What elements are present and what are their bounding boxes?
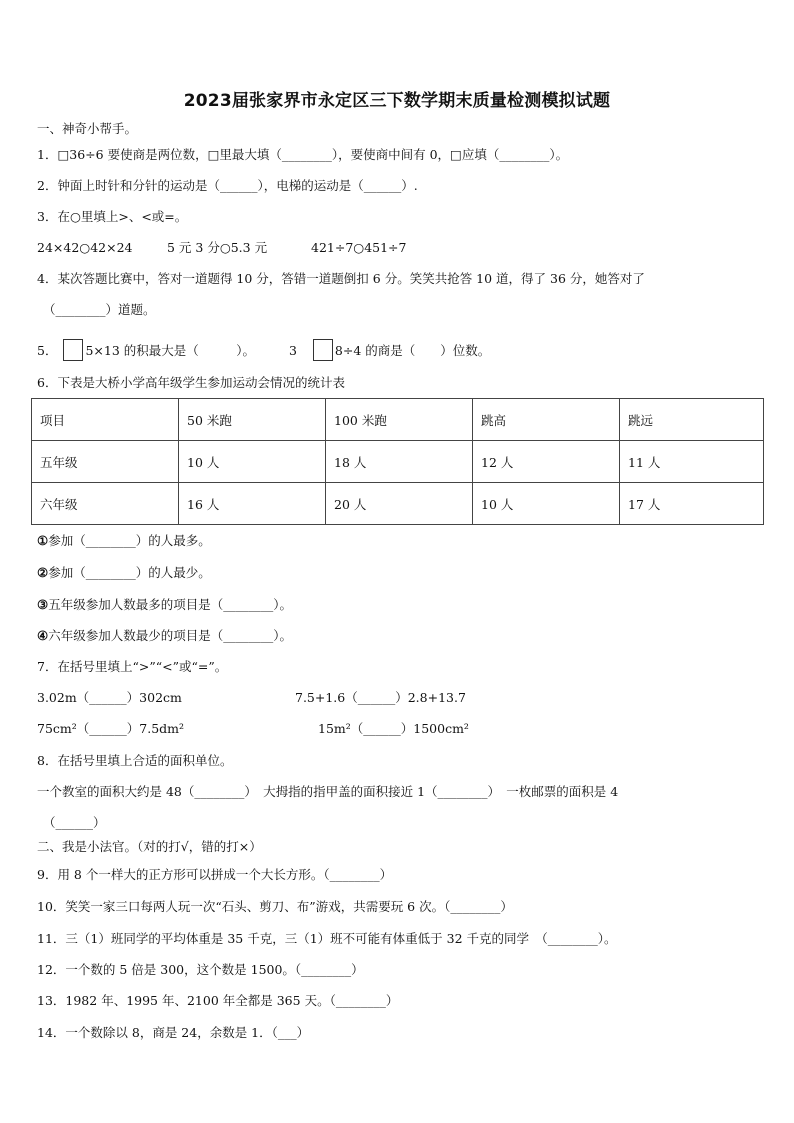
table-header-cell: 项目 [32,399,179,441]
table-cell: 20 人 [326,483,473,525]
question-3-item: 5 元 3 分○5.3 元 [167,240,268,255]
question-6-sub-3 [37,597,292,613]
question-6-sub-2 [37,565,211,581]
table-header-cell: 100 米跑 [326,399,473,441]
question-7-item: 15m²（______）1500cm² [318,721,469,736]
circled-number: ① [37,533,49,548]
question-6-sub-text: 六年级参加人数最少的项目是（________）。 [48,628,292,643]
question-14: 14．一个数除以 8，商是 24，余数是 1．（___） [37,1025,310,1040]
question-9: 9．用 8 个一样大的正方形可以拼成一个大长方形。（________） [37,867,393,882]
question-3-item: 421÷7○451÷7 [311,240,407,255]
question-8: 8．在括号里填上合适的面积单位。 [37,753,233,768]
blank-box[interactable] [313,339,333,361]
table-cell: 五年级 [32,441,179,483]
table-cell: 12 人 [473,441,620,483]
stats-table [31,398,764,525]
question-8-line-1: 一个教室的面积大约是 48（________） 大拇指的指甲盖的面积接近 1（________） 一枚邮票的面积是 4 [37,784,619,799]
blank-box[interactable] [63,339,83,361]
question-6-sub-4 [37,628,292,644]
section-2-heading: 二、我是小法官。（对的打√，错的打×） [37,839,262,854]
page-title: 2023届张家界市永定区三下数学期末质量检测模拟试题 [183,91,611,111]
question-6-sub-text: 五年级参加人数最多的项目是（________）。 [48,597,292,612]
question-13: 13．1982 年、1995 年、2100 年全都是 365 天。（________） [37,993,399,1008]
table-header-row [32,399,764,441]
table-header-cell: 跳高 [473,399,620,441]
question-3: 3．在○里填上>、<或=。 [37,209,188,224]
table-cell: 17 人 [620,483,764,525]
question-6-sub-text: 参加（________）的人最少。 [48,565,211,580]
table-cell: 六年级 [32,483,179,525]
question-2: 2．钟面上时针和分针的运动是（______），电梯的运动是（______）. [37,178,418,193]
question-5 [37,339,490,361]
question-10: 10．笑笑一家三口每两人玩一次“石头、剪刀、布”游戏，共需要玩 6 次。（________） [37,899,513,914]
circled-number: ② [37,565,49,580]
question-5-number-2: 3 [288,343,297,358]
question-5-part-2: 8÷4 的商是（ ）位数。 [334,343,491,358]
table-header-cell: 跳远 [620,399,764,441]
circled-number: ③ [37,597,49,612]
table-header-cell: 50 米跑 [179,399,326,441]
question-6-sub-1 [37,533,211,549]
question-7-item: 75cm²（______）7.5dm² [37,721,185,736]
question-5-part-1: 5×13 的积最大是（ ）。 [85,343,255,358]
question-11: 11．三（1）班同学的平均体重是 35 千克，三（1）班不可能有体重低于 32 千克的同学 （________）。 [37,931,617,946]
table-row [32,483,764,525]
question-1: 1．□36÷6 要使商是两位数，□里最大填（________），要使商中间有 0，□应填（________）。 [37,147,569,162]
table-cell: 18 人 [326,441,473,483]
table-row [32,441,764,483]
table-cell: 16 人 [179,483,326,525]
table-cell: 10 人 [179,441,326,483]
question-8-line-2: （______） [43,815,106,830]
question-4-line-1: 4．某次答题比赛中，答对一道题得 10 分，答错一道题倒扣 6 分。笑笑共抢答 10 道，得了 36 分，她答对了 [37,271,645,286]
question-3-item: 24×42○42×24 [37,240,133,255]
table-cell: 11 人 [620,441,764,483]
question-7-item: 7.5+1.6（______）2.8+13.7 [295,690,466,705]
question-12: 12．一个数的 5 倍是 300，这个数是 1500。（________） [37,962,364,977]
question-7-item: 3.02m（______）302cm [37,690,182,705]
table-cell: 10 人 [473,483,620,525]
question-4-line-2: （________）道题。 [43,302,156,317]
section-1-heading: 一、神奇小帮手。 [37,121,138,136]
question-6: 6．下表是大桥小学高年级学生参加运动会情况的统计表 [37,375,345,390]
question-6-sub-text: 参加（________）的人最多。 [48,533,211,548]
question-7: 7．在括号里填上“>”“<”或“=”。 [37,659,228,674]
circled-number: ④ [37,628,49,643]
question-5-number: 5． [37,343,58,358]
